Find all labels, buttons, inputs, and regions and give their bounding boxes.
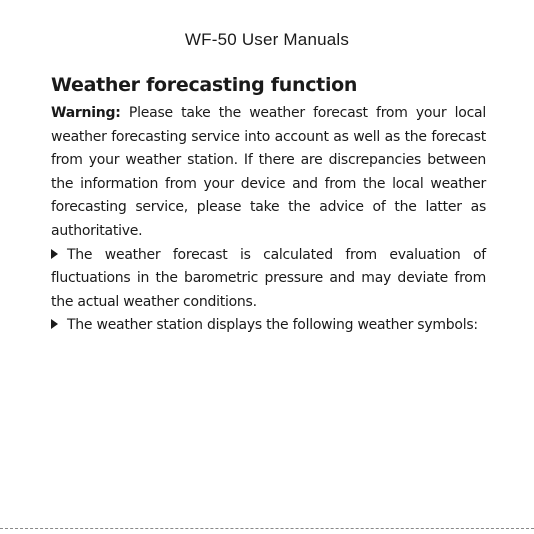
section-title: Weather forecasting function xyxy=(51,74,358,96)
bullet-text: The weather forecast is calculated from evaluation of fluctuations in the barometric pressure and may deviate from the actual weather conditions. xyxy=(51,246,486,310)
bullet-text: The weather station displays the following weather symbols: xyxy=(67,317,478,334)
content-area xyxy=(51,72,486,338)
triangle-bullet-icon xyxy=(51,319,58,329)
page-bottom-divider xyxy=(0,528,534,529)
warning-label: Warning: xyxy=(51,105,121,121)
bullet-item xyxy=(51,244,486,315)
triangle-bullet-icon xyxy=(51,249,58,259)
warning-text: Please take the weather forecast from your local weather forecasting service into account as well as the forecast from your weather station. If there are discrepancies between the information from your device and from the local weather forecasting service, please take the advice of the latter as authoritative. xyxy=(51,105,486,239)
warning-paragraph xyxy=(51,102,486,244)
bullet-item xyxy=(51,314,486,338)
page-header: WF-50 User Manuals xyxy=(184,30,350,49)
